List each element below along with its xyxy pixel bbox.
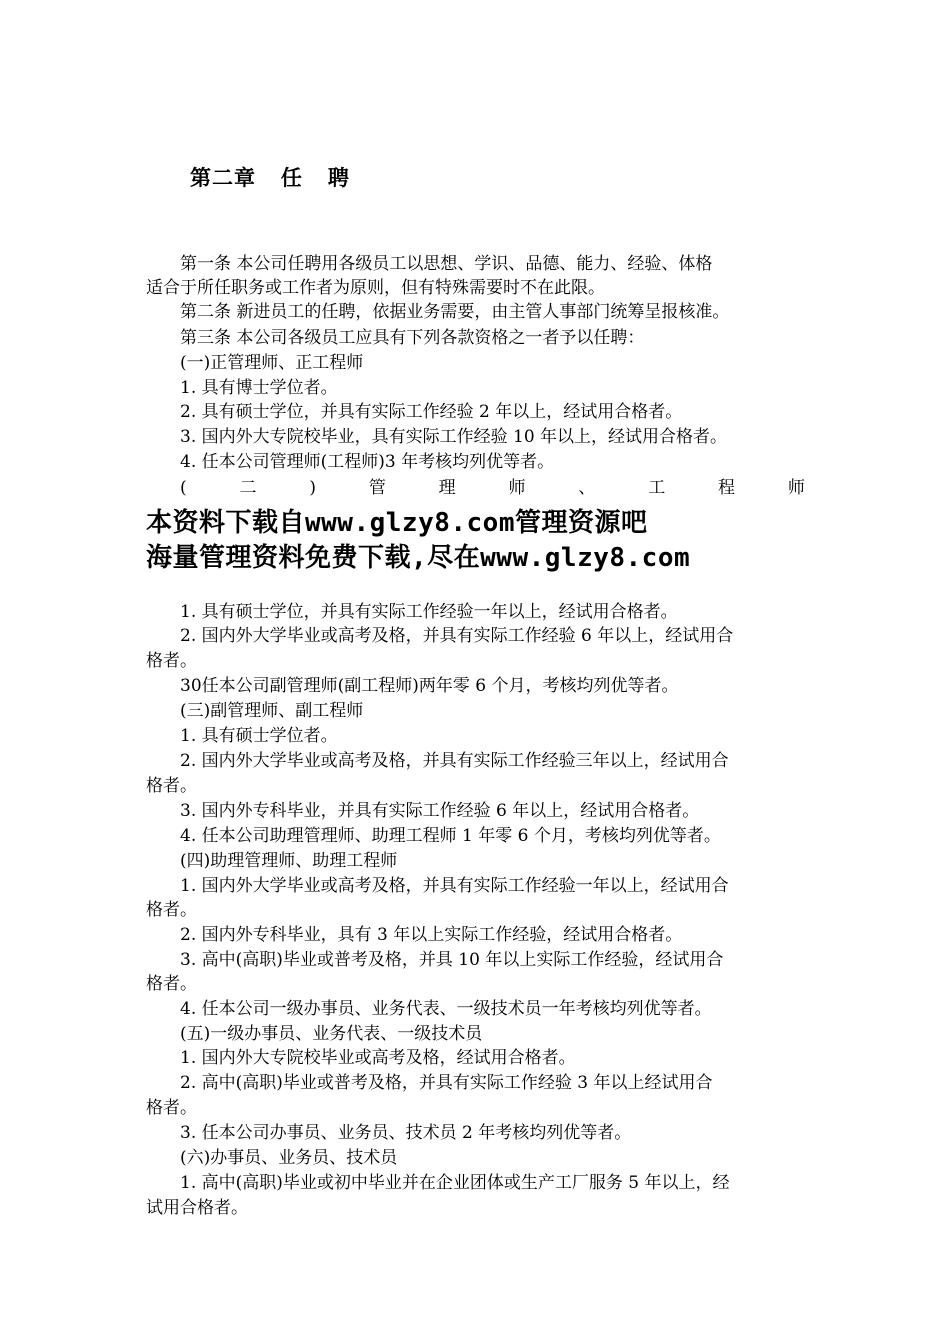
list-item: 1. 具有硕士学位者。: [180, 726, 338, 746]
spread-char: 二: [239, 478, 257, 498]
list-item-continued: 格者。: [146, 1098, 197, 1118]
list-item: 1. 高中(高职)毕业或初中毕业并在企业团体或生产工厂服务 5 年以上，经: [180, 1173, 730, 1193]
list-item-continued: 格者。: [146, 974, 197, 994]
spread-char: 程: [718, 478, 736, 498]
list-item-continued: 格者。: [146, 651, 197, 671]
list-item-continued: 格者。: [146, 900, 197, 920]
spread-char: 理: [438, 478, 456, 498]
paragraph-line: 第二条 新进员工的任聘，依据业务需要，由主管人事部门统筹呈报核准。: [180, 302, 730, 322]
list-item: 3. 国内外专科毕业，并具有实际工作经验 6 年以上，经试用合格者。: [180, 801, 700, 821]
spread-char: 工: [648, 478, 666, 498]
spread-char: 、: [578, 478, 596, 498]
paragraph-line: 适合于所任职务或工作者为原则，但有特殊需要时不在此限。: [146, 278, 605, 298]
spread-char: ): [309, 478, 316, 498]
list-item: 1. 国内外大专院校毕业或高考及格，经试用合格者。: [180, 1048, 576, 1068]
list-item: 1. 国内外大学毕业或高考及格，并具有实际工作经验一年以上，经试用合: [180, 876, 729, 896]
list-item: 3. 任本公司办事员、业务员、技术员 2 年考核均列优等者。: [180, 1123, 632, 1143]
section-heading-spread: [180, 476, 805, 500]
list-item: 4. 任本公司一级办事员、业务代表、一级技术员一年考核均列优等者。: [180, 999, 712, 1019]
paragraph-line: 第三条 本公司各级员工应具有下列各款资格之一者予以任聘：: [180, 328, 645, 348]
list-item: 2. 国内外大学毕业或高考及格，并具有实际工作经验 6 年以上，经试用合: [180, 626, 734, 646]
list-item: 3. 国内外大专院校毕业，具有实际工作经验 10 年以上，经试用合格者。: [180, 427, 728, 447]
list-item: 1. 具有硕士学位，并具有实际工作经验一年以上，经试用合格者。: [180, 602, 678, 622]
spread-char: (: [180, 478, 187, 498]
spread-char: 师: [787, 478, 805, 498]
section-heading: (三)副管理师、副工程师: [180, 701, 364, 721]
section-heading: (四)助理管理师、助理工程师: [180, 851, 398, 871]
paragraph-line: 第一条 本公司任聘用各级员工以思想、学识、品德、能力、经验、体格: [180, 254, 713, 274]
watermark-line-1: 本资料下载自www.glzy8.com管理资源吧: [146, 508, 648, 538]
chapter-title: 第二章 任 聘: [190, 165, 350, 190]
list-item-continued: 格者。: [146, 776, 197, 796]
section-heading: (六)办事员、业务员、技术员: [180, 1148, 398, 1168]
list-item: 30任本公司副管理师(副工程师)两年零 6 个月，考核均列优等者。: [180, 676, 679, 696]
list-item: 3. 高中(高职)毕业或普考及格，并具 10 年以上实际工作经验，经试用合: [180, 950, 724, 970]
list-item: 2. 国内外大学毕业或高考及格，并具有实际工作经验三年以上，经试用合: [180, 751, 729, 771]
section-heading: (一)正管理师、正工程师: [180, 353, 364, 373]
list-item: 4. 任本公司助理管理师、助理工程师 1 年零 6 个月，考核均列优等者。: [180, 826, 721, 846]
spread-char: 师: [508, 478, 526, 498]
list-item-continued: 试用合格者。: [146, 1198, 248, 1218]
list-item: 4. 任本公司管理师(工程师)3 年考核均列优等者。: [180, 452, 555, 472]
section-heading: (五)一级办事员、业务代表、一级技术员: [180, 1024, 483, 1044]
list-item: 2. 具有硕士学位，并具有实际工作经验 2 年以上，经试用合格者。: [180, 402, 683, 422]
spread-char: 管: [368, 478, 386, 498]
list-item: 1. 具有博士学位者。: [180, 378, 338, 398]
watermark-line-2: 海量管理资料免费下载,尽在www.glzy8.com: [146, 543, 691, 573]
list-item: 2. 高中(高职)毕业或普考及格，并具有实际工作经验 3 年以上经试用合: [180, 1073, 713, 1093]
list-item: 2. 国内外专科毕业，具有 3 年以上实际工作经验，经试用合格者。: [180, 925, 683, 945]
